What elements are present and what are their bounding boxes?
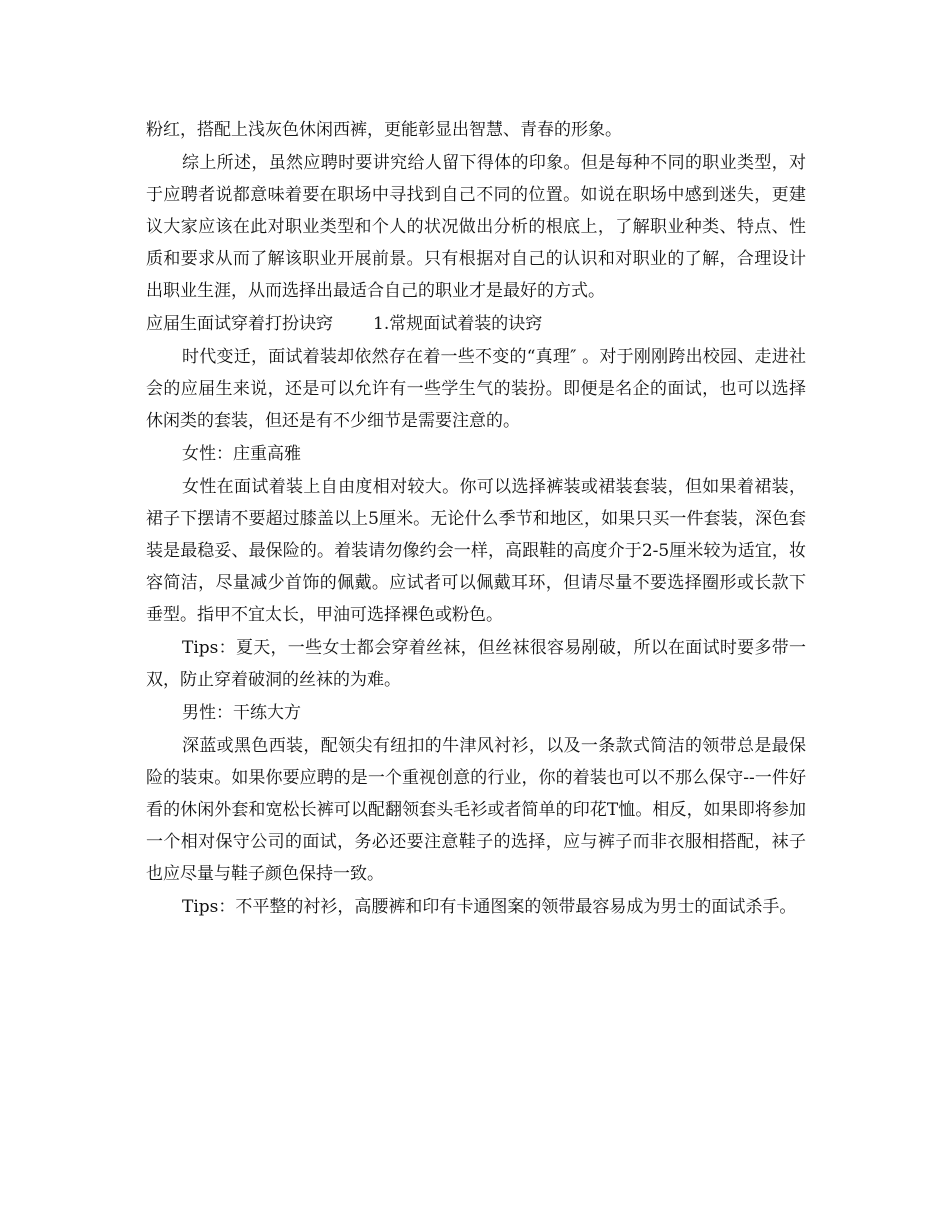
paragraph-summary: 综上所述，虽然应聘时要讲究给人留下得体的印象。但是每种不同的职业类型，对于应聘者说都意味着要在职场中寻找到自己不同的位置。如说在职场中感到迷失，更建议大家应该在此对职业类型和个人的状况做出分析的根底上，了解职业种类、特点、性质和要求从而了解该职业开展前景。只有根据对自己的认识和对职业的了解，合理设计出职业生涯，从而选择出最适合自己的职业才是最好的方式。 <box>146 153 806 301</box>
subheading-male: 男性：干练大方 <box>182 703 301 723</box>
paragraph-body: 深蓝或黑色西装，配领尖有纽扣的牛津风衬衫，以及一条款式简洁的领带总是最保险的装束。如果你要应聘的是一个重视创意的行业，你的着装也可以不那么保守--一件好看的休闲外套和宽松长裤可以配翻领套头毛衫或者简单的印花T恤。相反，如果即将参加一个相对保守公司的面试，务必还要注意鞋子的选择，应与裤子而非衣服相搭配，袜子也应尽量与鞋子颜色保持一致。 <box>146 736 806 884</box>
paragraph-intro-fragment: 粉红，搭配上浅灰色休闲西裤，更能彰显出智慧、青春的形象。 <box>146 120 622 140</box>
document-page <box>146 114 806 924</box>
section-title: 应届生面试穿着打扮诀窍 <box>146 314 333 334</box>
subheading-female: 女性：庄重高雅 <box>182 444 301 464</box>
tips-paragraph: Tips：夏天，一些女士都会穿着丝袜，但丝袜很容易剐破，所以在面试时要多带一双，防止穿着破洞的丝袜的为难。 <box>146 638 806 690</box>
section-subtitle: 1.常规面试着装的诀窍 <box>373 314 543 334</box>
section-heading <box>146 308 806 340</box>
tips-paragraph: Tips：不平整的衬衫，高腰裤和印有卡通图案的领带最容易成为男士的面试杀手。 <box>182 897 797 917</box>
paragraph-body: 女性在面试着装上自由度相对较大。你可以选择裤装或裙装套装，但如果着裙装，裙子下摆请不要超过膝盖以上5厘米。无论什么季节和地区，如果只买一件套装，深色套装是最稳妥、最保险的。着装请勿像约会一样，高跟鞋的高度介于2-5厘米较为适宜，妆容简洁，尽量减少首饰的佩戴。应试者可以佩戴耳环，但请尽量不要选择圈形或长款下垂型。指甲不宜太长，甲油可选择裸色或粉色。 <box>146 477 806 625</box>
paragraph-body: 时代变迁，面试着装却依然存在着一些不变的“真理″ 。对于刚刚跨出校园、走进社会的应届生来说，还是可以允许有一些学生气的装扮。即便是名企的面试，也可以选择休闲类的套装，但还是有不少细节是需要注意的。 <box>146 347 806 431</box>
